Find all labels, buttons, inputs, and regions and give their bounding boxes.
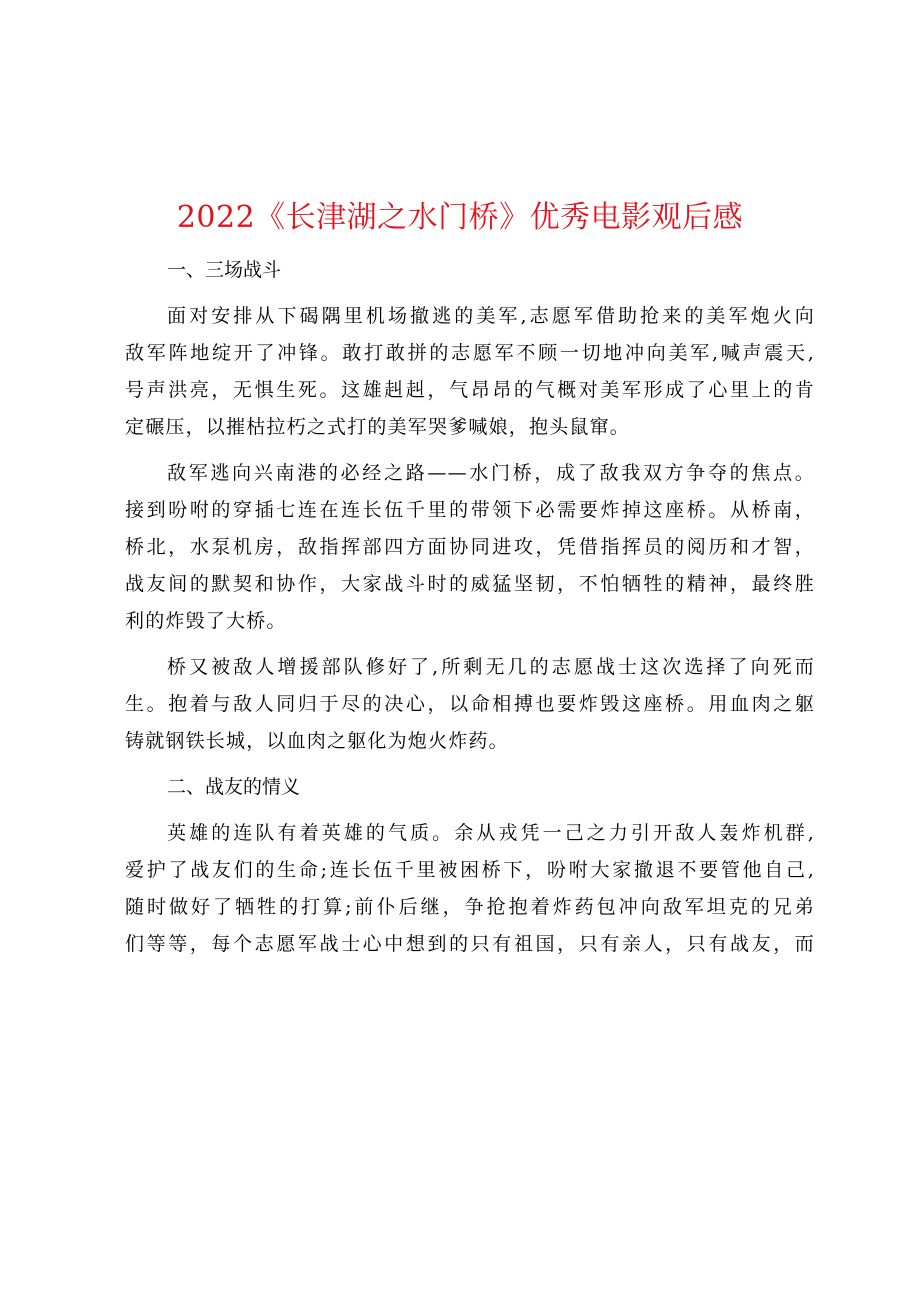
- paragraph: [125, 649, 815, 760]
- text-line: 们等等，每个志愿军战士心中想到的只有祖国，只有亲人，只有战友，而: [125, 933, 815, 955]
- text-line: 战友间的默契和协作，大家战斗时的威猛坚韧，不怕牺牲的精神，最终胜: [125, 573, 815, 595]
- paragraph: [125, 298, 815, 446]
- paragraph: [125, 455, 815, 640]
- text-line: 面对安排从下碣隅里机场撤逃的美军,志愿军借助抢来的美军炮火向: [167, 305, 815, 327]
- text-line: 敌军逃向兴南港的必经之路——水门桥，成了敌我双方争夺的焦点。: [167, 462, 815, 484]
- text-line: 生。抱着与敌人同归于尽的决心，以命相搏也要炸毁这座桥。用血肉之躯: [125, 693, 815, 715]
- paragraph: [125, 815, 815, 963]
- text-line: 利的炸毁了大桥。: [125, 610, 287, 632]
- text-line: 定碾压，以摧枯拉朽之式打的美军哭爹喊娘，抱头鼠窜。: [125, 416, 631, 438]
- text-line: 桥北，水泵机房，敌指挥部四方面协同进攻，凭借指挥员的阅历和才智，: [125, 536, 815, 558]
- text-line: 号声洪亮，无惧生死。这雄赳赳，气昂昂的气概对美军形成了心里上的肯: [125, 379, 815, 401]
- text-line: 铸就钢铁长城，以血肉之躯化为炮火炸药。: [125, 730, 509, 752]
- text-line: 随时做好了牺牲的打算;前仆后继，争抢抱着炸药包冲向敌军坦克的兄弟: [125, 896, 815, 918]
- text-line: 敌军阵地绽开了冲锋。敢打敢拼的志愿军不顾一切地冲向美军,喊声震天,: [125, 342, 815, 364]
- document-title: 2022《长津湖之水门桥》优秀电影观后感: [176, 200, 744, 235]
- section-heading: 一、三场战斗: [167, 259, 282, 281]
- text-line: 爱护了战友们的生命;连长伍千里被困桥下，吩咐大家撤退不要管他自己,: [125, 859, 815, 881]
- document-body: [125, 252, 815, 972]
- text-line: 桥又被敌人增援部队修好了,所剩无几的志愿战士这次选择了向死而: [167, 656, 815, 678]
- text-line: 接到吩咐的穿插七连在连长伍千里的带领下必需要炸掉这座桥。从桥南，: [125, 499, 815, 521]
- section-heading: 二、战友的情义: [167, 776, 301, 798]
- text-line: 英雄的连队有着英雄的气质。余从戎凭一己之力引开敌人轰炸机群,: [167, 822, 815, 844]
